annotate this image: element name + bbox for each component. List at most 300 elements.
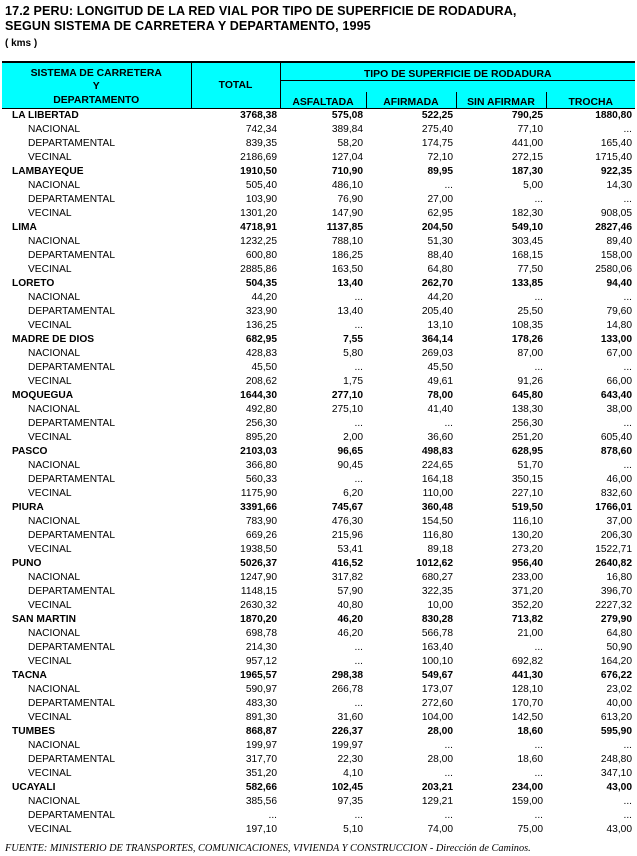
row-label: VECINAL <box>28 543 72 555</box>
asfaltada-cell: 186,25 <box>331 249 363 261</box>
header-sistema-line-3: DEPARTAMENTO <box>53 94 140 106</box>
afirmada-cell: 163,40 <box>421 641 453 653</box>
afirmada-cell: 566,78 <box>421 627 453 639</box>
sub-row <box>2 207 635 221</box>
row-label: VECINAL <box>28 823 72 835</box>
sub-row <box>2 375 635 389</box>
sin-afirmar-cell: 233,00 <box>511 571 543 583</box>
row-label: NACIONAL <box>28 515 81 527</box>
trocha-cell: 613,20 <box>600 711 633 723</box>
afirmada-cell: 13,10 <box>427 319 453 331</box>
total-cell: 1870,20 <box>240 613 277 625</box>
trocha-cell: ... <box>623 459 633 471</box>
trocha-cell: 643,40 <box>600 389 633 401</box>
row-label: VECINAL <box>28 151 72 163</box>
asfaltada-cell: 147,90 <box>331 207 363 219</box>
total-cell: 492,80 <box>245 403 277 415</box>
afirmada-cell: 78,00 <box>427 389 453 401</box>
total-cell: 2186,69 <box>240 151 277 163</box>
trocha-cell: ... <box>623 417 633 429</box>
asfaltada-cell: 277,10 <box>331 389 363 401</box>
sin-afirmar-cell: 441,30 <box>511 669 543 681</box>
row-label: DEPARTAMENTAL <box>28 361 115 373</box>
trocha-cell: 66,00 <box>606 375 633 387</box>
trocha-cell: 46,00 <box>606 473 633 485</box>
row-label: NACIONAL <box>28 739 81 751</box>
sin-afirmar-cell: 116,10 <box>512 515 543 527</box>
asfaltada-cell: 5,80 <box>343 347 363 359</box>
total-cell: 839,35 <box>245 137 277 149</box>
afirmada-cell: 100,10 <box>421 655 453 667</box>
asfaltada-cell: ... <box>354 361 363 373</box>
sub-row <box>2 627 635 641</box>
sin-afirmar-cell: 256,30 <box>511 417 543 429</box>
afirmada-cell: 62,95 <box>427 207 453 219</box>
row-label: NACIONAL <box>28 291 81 303</box>
asfaltada-cell: 127,04 <box>331 151 363 163</box>
total-cell: 669,26 <box>245 529 277 541</box>
asfaltada-cell: 40,80 <box>337 599 363 611</box>
department-row <box>2 725 635 739</box>
trocha-cell: 1522,71 <box>595 543 633 555</box>
trocha-cell: 16,80 <box>606 571 633 583</box>
total-cell: 895,20 <box>245 431 277 443</box>
sub-row <box>2 739 635 753</box>
asfaltada-cell: 76,90 <box>337 193 363 205</box>
table-body <box>2 108 635 837</box>
asfaltada-cell: 53,41 <box>337 543 363 555</box>
total-cell: 891,30 <box>245 711 277 723</box>
sin-afirmar-cell: ... <box>534 767 543 779</box>
afirmada-cell: ... <box>444 179 453 191</box>
sub-row <box>2 417 635 431</box>
sub-row <box>2 529 635 543</box>
afirmada-cell: 275,40 <box>421 123 453 135</box>
trocha-cell: 67,00 <box>606 347 633 359</box>
afirmada-cell: 64,80 <box>427 263 453 275</box>
row-label: PASCO <box>12 445 48 457</box>
total-cell: 742,34 <box>245 123 277 135</box>
row-label: PIURA <box>12 501 44 513</box>
asfaltada-cell: 745,67 <box>331 501 363 513</box>
afirmada-cell: ... <box>444 809 453 821</box>
asfaltada-cell: 58,20 <box>337 137 363 149</box>
afirmada-cell: 89,18 <box>427 543 453 555</box>
title-line-1: 17.2 PERU: LONGITUD DE LA RED VIAL POR TIPO DE SUPERFICIE DE RODADURA, <box>5 4 517 18</box>
trocha-cell: 64,80 <box>606 627 633 639</box>
trocha-cell: 164,20 <box>600 655 633 667</box>
trocha-cell: 922,35 <box>600 165 633 177</box>
trocha-cell: ... <box>623 193 633 205</box>
afirmada-cell: 203,21 <box>421 781 453 793</box>
total-cell: 682,95 <box>245 333 277 345</box>
trocha-cell: 79,60 <box>606 305 633 317</box>
afirmada-cell: 174,75 <box>421 137 453 149</box>
sub-row <box>2 459 635 473</box>
asfaltada-cell: ... <box>354 655 363 667</box>
sub-row <box>2 641 635 655</box>
asfaltada-cell: 1,75 <box>343 375 363 387</box>
sub-row <box>2 403 635 417</box>
afirmada-cell: 272,60 <box>421 697 453 709</box>
asfaltada-cell: 389,84 <box>331 123 363 135</box>
afirmada-cell: 322,35 <box>421 585 453 597</box>
total-cell: 560,33 <box>245 473 277 485</box>
table-title <box>5 4 517 34</box>
sin-afirmar-cell: 692,82 <box>511 655 543 667</box>
afirmada-cell: 204,50 <box>421 221 453 233</box>
sub-row <box>2 711 635 725</box>
sin-afirmar-cell: 956,40 <box>511 557 543 569</box>
row-label: NACIONAL <box>28 123 81 135</box>
trocha-cell: 89,40 <box>606 235 633 247</box>
header-sistema-line-1: SISTEMA DE CARRETERA <box>30 67 162 79</box>
afirmada-cell: 41,40 <box>427 403 453 415</box>
total-cell: 2630,32 <box>240 599 277 611</box>
asfaltada-cell: ... <box>354 697 363 709</box>
units-label: ( kms ) <box>5 38 38 49</box>
department-row <box>2 557 635 571</box>
row-label: VECINAL <box>28 263 72 275</box>
trocha-cell: 605,40 <box>600 431 633 443</box>
asfaltada-cell: 2,00 <box>343 431 363 443</box>
trocha-cell: 133,00 <box>600 333 633 345</box>
trocha-cell: 248,80 <box>600 753 633 765</box>
asfaltada-cell: 6,20 <box>343 487 363 499</box>
asfaltada-cell: ... <box>354 291 363 303</box>
row-label: VECINAL <box>28 655 72 667</box>
trocha-cell: 23,02 <box>606 683 633 695</box>
row-label: VECINAL <box>28 375 72 387</box>
total-cell: 214,30 <box>245 641 277 653</box>
total-cell: 323,90 <box>245 305 277 317</box>
row-label: MADRE DE DIOS <box>12 333 95 345</box>
sin-afirmar-cell: 18,60 <box>517 725 543 737</box>
asfaltada-cell: 275,10 <box>331 403 363 415</box>
asfaltada-cell: 57,90 <box>337 585 363 597</box>
total-cell: 199,97 <box>245 739 277 751</box>
row-label: VECINAL <box>28 319 72 331</box>
sin-afirmar-cell: 133,85 <box>511 277 543 289</box>
total-cell: 208,62 <box>245 375 277 387</box>
sub-row <box>2 193 635 207</box>
header-sin-afirmar: SIN AFIRMAR <box>456 92 546 108</box>
source-note: FUENTE: MINISTERIO DE TRANSPORTES, COMUNICACIONES, VIVIENDA Y CONSTRUCCION - Dirección de Caminos. <box>5 843 531 854</box>
afirmada-cell: 205,40 <box>421 305 453 317</box>
asfaltada-cell: 710,90 <box>331 165 363 177</box>
trocha-cell: 396,70 <box>600 585 633 597</box>
row-label: TACNA <box>12 669 47 681</box>
header-asfaltada: ASFALTADA <box>280 92 366 108</box>
row-label: NACIONAL <box>28 347 81 359</box>
row-label: NACIONAL <box>28 627 81 639</box>
sin-afirmar-cell: 91,26 <box>517 375 543 387</box>
sub-row <box>2 137 635 151</box>
trocha-cell: 1715,40 <box>595 151 633 163</box>
afirmada-cell: 116,80 <box>422 529 453 541</box>
sub-row <box>2 291 635 305</box>
row-label: VECINAL <box>28 207 72 219</box>
sin-afirmar-cell: 77,10 <box>517 123 543 135</box>
afirmada-cell: 28,00 <box>427 725 453 737</box>
asfaltada-cell: 4,10 <box>343 767 363 779</box>
sub-row <box>2 515 635 529</box>
row-label: DEPARTAMENTAL <box>28 529 115 541</box>
asfaltada-cell: 163,50 <box>331 263 363 275</box>
sin-afirmar-cell: 75,00 <box>517 823 543 835</box>
row-label: LA LIBERTAD <box>12 109 79 121</box>
sin-afirmar-cell: ... <box>534 809 543 821</box>
trocha-cell: 14,80 <box>606 319 633 331</box>
sin-afirmar-cell: 170,70 <box>511 697 543 709</box>
trocha-cell: ... <box>623 123 633 135</box>
total-cell: 1301,20 <box>240 207 277 219</box>
row-label: DEPARTAMENTAL <box>28 809 115 821</box>
total-cell: 698,78 <box>245 627 277 639</box>
sin-afirmar-cell: 273,20 <box>511 543 543 555</box>
total-cell: 136,25 <box>245 319 277 331</box>
asfaltada-cell: 96,65 <box>337 445 363 457</box>
row-label: DEPARTAMENTAL <box>28 641 115 653</box>
sin-afirmar-cell: 251,20 <box>511 431 543 443</box>
sub-row <box>2 809 635 823</box>
total-cell: 1910,50 <box>240 165 277 177</box>
total-cell: 600,80 <box>245 249 277 261</box>
trocha-cell: ... <box>623 291 633 303</box>
asfaltada-cell: 199,97 <box>331 739 363 751</box>
sin-afirmar-cell: 371,20 <box>511 585 543 597</box>
row-label: DEPARTAMENTAL <box>28 193 115 205</box>
sin-afirmar-cell: 645,80 <box>511 389 543 401</box>
sub-row <box>2 487 635 501</box>
afirmada-cell: 10,00 <box>427 599 453 611</box>
asfaltada-cell: 7,55 <box>343 333 363 345</box>
row-label: VECINAL <box>28 599 72 611</box>
afirmada-cell: 154,50 <box>421 515 453 527</box>
department-row <box>2 333 635 347</box>
trocha-cell: ... <box>623 795 633 807</box>
sin-afirmar-cell: 5,00 <box>523 179 543 191</box>
asfaltada-cell: 31,60 <box>337 711 363 723</box>
header-total: TOTAL <box>191 62 280 108</box>
sub-row <box>2 319 635 333</box>
row-label: PUNO <box>12 557 42 569</box>
department-row <box>2 613 635 627</box>
afirmada-cell: 173,07 <box>421 683 453 695</box>
total-cell: 483,30 <box>245 697 277 709</box>
row-label: VECINAL <box>28 487 72 499</box>
sub-row <box>2 571 635 585</box>
asfaltada-cell: 215,96 <box>331 529 363 541</box>
total-cell: 3391,66 <box>240 501 277 513</box>
row-label: DEPARTAMENTAL <box>28 585 115 597</box>
sin-afirmar-cell: ... <box>534 641 543 653</box>
row-label: SAN MARTIN <box>12 613 76 625</box>
trocha-cell: 1766,01 <box>595 501 633 513</box>
afirmada-cell: 72,10 <box>427 151 453 163</box>
sin-afirmar-cell: 18,60 <box>517 753 543 765</box>
trocha-cell: 595,90 <box>600 725 633 737</box>
asfaltada-cell: 46,20 <box>337 613 363 625</box>
trocha-cell: 279,90 <box>600 613 633 625</box>
row-label: VECINAL <box>28 767 72 779</box>
sub-row <box>2 473 635 487</box>
total-cell: 957,12 <box>245 655 277 667</box>
total-cell: 103,90 <box>245 193 277 205</box>
asfaltada-cell: 22,30 <box>337 753 363 765</box>
afirmada-cell: 522,25 <box>421 109 453 121</box>
total-cell: 504,35 <box>245 277 277 289</box>
row-label: NACIONAL <box>28 571 81 583</box>
sin-afirmar-cell: 51,70 <box>517 459 543 471</box>
asfaltada-cell: 317,82 <box>331 571 363 583</box>
total-cell: 1644,30 <box>240 389 277 401</box>
sin-afirmar-cell: 130,20 <box>511 529 543 541</box>
asfaltada-cell: ... <box>354 473 363 485</box>
total-cell: 1247,90 <box>240 571 277 583</box>
total-cell: 2103,03 <box>240 445 277 457</box>
sin-afirmar-cell: 142,50 <box>511 711 543 723</box>
sin-afirmar-cell: 519,50 <box>511 501 543 513</box>
sub-row <box>2 697 635 711</box>
department-row <box>2 389 635 403</box>
trocha-cell: 908,05 <box>600 207 633 219</box>
row-label: LAMBAYEQUE <box>12 165 84 177</box>
department-row <box>2 165 635 179</box>
sin-afirmar-cell: 159,00 <box>511 795 543 807</box>
afirmada-cell: 104,00 <box>421 711 453 723</box>
sub-row <box>2 305 635 319</box>
sin-afirmar-cell: 234,00 <box>511 781 543 793</box>
trocha-cell: 158,00 <box>600 249 633 261</box>
total-cell: 44,20 <box>251 291 277 303</box>
trocha-cell: 43,00 <box>606 823 633 835</box>
sin-afirmar-cell: 350,15 <box>511 473 543 485</box>
sin-afirmar-cell: 182,30 <box>511 207 543 219</box>
asfaltada-cell: ... <box>354 641 363 653</box>
asfaltada-cell: 575,08 <box>331 109 363 121</box>
trocha-cell: 676,22 <box>600 669 633 681</box>
total-cell: 868,87 <box>245 725 277 737</box>
afirmada-cell: 110,00 <box>422 487 453 499</box>
trocha-cell: 50,90 <box>606 641 633 653</box>
sin-afirmar-cell: ... <box>534 291 543 303</box>
sin-afirmar-cell: 441,00 <box>511 137 543 149</box>
total-cell: 428,83 <box>245 347 277 359</box>
trocha-cell: 832,60 <box>600 487 633 499</box>
sin-afirmar-cell: 87,00 <box>517 347 543 359</box>
sub-row <box>2 431 635 445</box>
total-cell: 505,40 <box>245 179 277 191</box>
trocha-cell: 40,00 <box>606 697 633 709</box>
total-cell: 783,90 <box>245 515 277 527</box>
row-label: DEPARTAMENTAL <box>28 697 115 709</box>
asfaltada-cell: 788,10 <box>331 235 363 247</box>
row-label: NACIONAL <box>28 403 81 415</box>
total-cell: 1938,50 <box>240 543 277 555</box>
row-label: DEPARTAMENTAL <box>28 473 115 485</box>
afirmada-cell: 44,20 <box>427 291 453 303</box>
road-network-table <box>2 61 635 837</box>
total-cell: 582,66 <box>245 781 277 793</box>
asfaltada-cell: 1137,85 <box>326 221 363 233</box>
afirmada-cell: 51,30 <box>427 235 453 247</box>
afirmada-cell: 88,40 <box>427 249 453 261</box>
afirmada-cell: 36,60 <box>427 431 453 443</box>
row-label: VECINAL <box>28 431 72 443</box>
asfaltada-cell: 13,40 <box>337 277 363 289</box>
sin-afirmar-cell: 790,25 <box>511 109 543 121</box>
total-cell: 3768,38 <box>240 109 277 121</box>
row-label: NACIONAL <box>28 459 81 471</box>
trocha-cell: 38,00 <box>606 403 633 415</box>
afirmada-cell: 269,03 <box>421 347 453 359</box>
afirmada-cell: 1012,62 <box>416 557 453 569</box>
sin-afirmar-cell: 21,00 <box>517 627 543 639</box>
afirmada-cell: 364,14 <box>421 333 453 345</box>
sin-afirmar-cell: 549,10 <box>511 221 543 233</box>
afirmada-cell: 360,48 <box>421 501 453 513</box>
row-label: DEPARTAMENTAL <box>28 249 115 261</box>
header-sistema <box>2 62 191 108</box>
sub-row <box>2 585 635 599</box>
sin-afirmar-cell: 303,45 <box>511 235 543 247</box>
afirmada-cell: 28,00 <box>427 753 453 765</box>
sin-afirmar-cell: 352,20 <box>511 599 543 611</box>
row-label: LIMA <box>12 221 37 233</box>
row-label: NACIONAL <box>28 235 81 247</box>
afirmada-cell: 74,00 <box>427 823 453 835</box>
asfaltada-cell: ... <box>354 319 363 331</box>
sub-row <box>2 235 635 249</box>
total-cell: 1148,15 <box>240 585 277 597</box>
trocha-cell: ... <box>623 809 633 821</box>
department-row <box>2 277 635 291</box>
afirmada-cell: 49,61 <box>427 375 453 387</box>
afirmada-cell: 45,50 <box>427 361 453 373</box>
total-cell: 256,30 <box>245 417 277 429</box>
sub-row <box>2 123 635 137</box>
sin-afirmar-cell: 128,10 <box>511 683 543 695</box>
afirmada-cell: 498,83 <box>421 445 453 457</box>
sub-row <box>2 823 635 837</box>
sin-afirmar-cell: ... <box>534 361 543 373</box>
row-label: NACIONAL <box>28 683 81 695</box>
afirmada-cell: 549,67 <box>421 669 453 681</box>
total-cell: 366,80 <box>245 459 277 471</box>
asfaltada-cell: 226,37 <box>331 725 363 737</box>
asfaltada-cell: 46,20 <box>337 627 363 639</box>
sub-row <box>2 767 635 781</box>
sub-row <box>2 683 635 697</box>
sin-afirmar-cell: 628,95 <box>511 445 543 457</box>
afirmada-cell: 129,21 <box>421 795 453 807</box>
trocha-cell: 2827,46 <box>595 221 633 233</box>
total-cell: 2885,86 <box>240 263 277 275</box>
row-label: DEPARTAMENTAL <box>28 753 115 765</box>
total-cell: 385,56 <box>245 795 277 807</box>
total-cell: 1965,57 <box>240 669 277 681</box>
sub-row <box>2 249 635 263</box>
sin-afirmar-cell: 138,30 <box>511 403 543 415</box>
trocha-cell: 1880,80 <box>595 109 633 121</box>
afirmada-cell: ... <box>444 767 453 779</box>
trocha-cell: 2640,82 <box>595 557 633 569</box>
sin-afirmar-cell: 187,30 <box>511 165 543 177</box>
sub-row <box>2 179 635 193</box>
row-label: MOQUEGUA <box>12 389 74 401</box>
row-label: TUMBES <box>12 725 56 737</box>
